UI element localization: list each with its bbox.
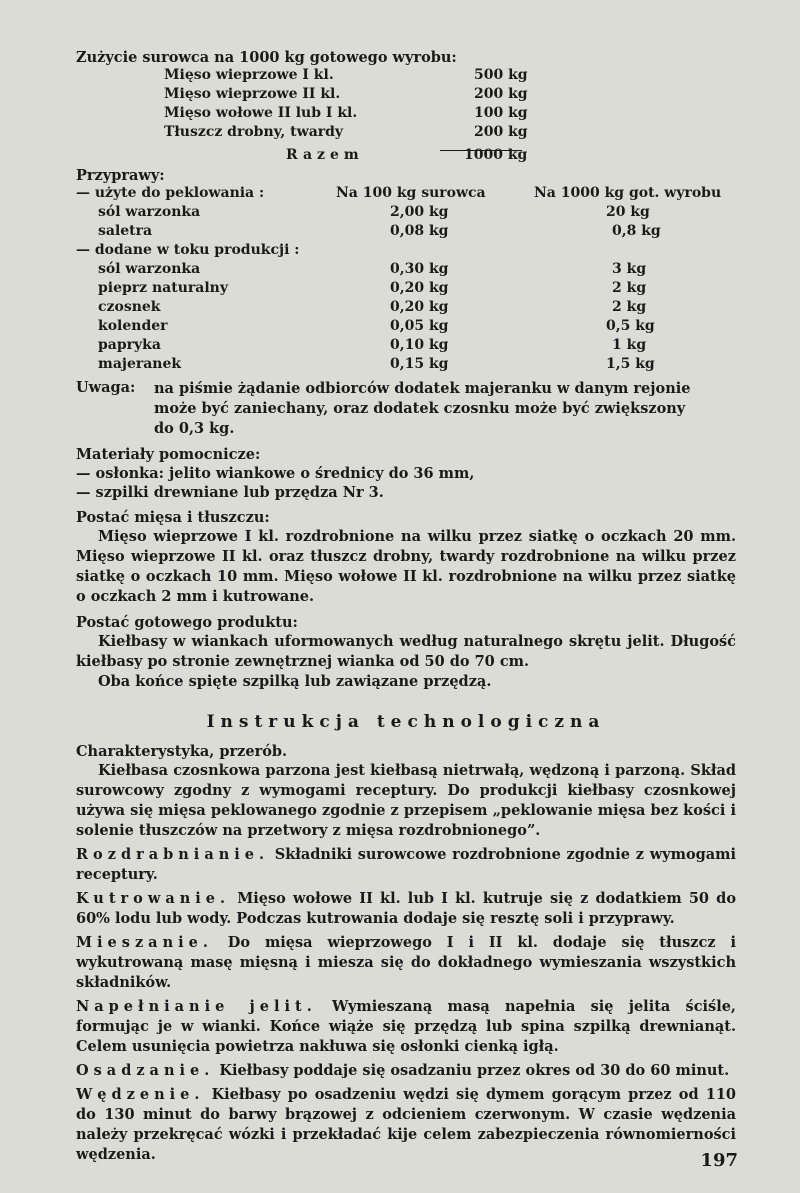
spice-row — [76, 261, 736, 280]
form-text: Mięso wieprzowe I kl. rozdrobnione na wilku przez siatkę o oczkach 20 mm. Mięso wieprzowe II kl. oraz tłuszcz drobny, twardy rozdrobnione na wilku przez siatkę o oczkach 10 mm. Mięso wołowe II kl. rozdrobnione na wilku przez siatkę o oczkach 2 mm i kutrowane. — [76, 528, 736, 605]
spice-per-1000: 20 kg — [606, 204, 650, 220]
form-heading: Postać mięsa i tłuszczu: — [76, 509, 270, 526]
note-label: Uwaga: — [76, 379, 136, 396]
usage-row — [76, 105, 736, 124]
product-section — [76, 613, 736, 692]
product-heading: Postać gotowego produktu: — [76, 614, 298, 631]
spice-name: saletra — [98, 223, 153, 239]
usage-item-qty: 200 kg — [474, 86, 528, 102]
spice-per-1000: 1,5 kg — [606, 356, 655, 372]
step-term: Rozdrabnianie. — [76, 846, 270, 863]
spice-per-100: 0,08 kg — [390, 223, 449, 239]
spice-per-100: 0,05 kg — [390, 318, 449, 334]
spice-row — [76, 280, 736, 299]
spice-per-100: 0,20 kg — [390, 280, 449, 296]
note-line-2: może być zaniechany, oraz dodatek czosnku może być zwiększony — [154, 400, 686, 417]
col-per-100: Na 100 kg surowca — [336, 185, 486, 201]
spice-per-1000: 3 kg — [612, 261, 647, 277]
char-heading: Charakterystyka, przerób. — [76, 743, 288, 760]
spices-header-row — [76, 185, 736, 204]
spice-per-1000: 0,5 kg — [606, 318, 655, 334]
step-term: Napełnianie jelit. — [76, 998, 317, 1015]
spice-per-1000: 2 kg — [612, 299, 647, 315]
spice-name: sól warzonka — [98, 261, 201, 277]
usage-row — [76, 124, 736, 143]
spice-name: czosnek — [98, 299, 161, 315]
spices-section — [76, 166, 736, 375]
step-paragraph — [76, 1085, 736, 1165]
note-line-3: do 0,3 kg. — [154, 420, 235, 437]
note-line-1: na piśmie żądanie odbiorców dodatek majeranku w danym rejonie — [154, 380, 691, 397]
spice-row — [76, 337, 736, 356]
curing-label: — użyte do peklowania : — [76, 185, 265, 201]
usage-item-name: Mięso wołowe II lub I kl. — [164, 105, 358, 121]
step-paragraph — [76, 845, 736, 885]
step-text: Składniki surowcowe rozdrobnione zgodnie z wymogami receptury. — [76, 846, 736, 883]
step-term: Mieszanie. — [76, 934, 213, 951]
spice-name: majeranek — [98, 356, 182, 372]
usage-item-name: Mięso wieprzowe II kl. — [164, 86, 341, 102]
instruction-section — [76, 742, 736, 1165]
page-number: 197 — [700, 1150, 738, 1171]
spice-per-1000: 0,8 kg — [612, 223, 661, 239]
usage-item-qty: 500 kg — [474, 67, 528, 83]
step-text: Wymieszaną masą napełnia się jelita ściśle, formując je w wianki. Końce wiąże się przędzą lub spina szpilką drewnianąt. Celem usunięcia powietrza nakłuwa się osłonki cienką igłą. — [76, 998, 736, 1055]
step-term: Kutrowanie. — [76, 890, 231, 907]
note-block — [76, 379, 736, 439]
step-text: Kiełbasy poddaje się osadzaniu przez okres od 30 do 60 minut. — [214, 1062, 730, 1079]
step-text: Do mięsa wieprzowego I i II kl. dodaje się tłuszcz i wykutrowaną masę mięsną i miesza się do dokładnego wymieszania wszystkich składników. — [76, 934, 736, 991]
usage-total-qty: 1000 kg — [464, 147, 528, 163]
product-text-1: Kiełbasy w wiankach uformowanych według naturalnego skrętu jelit. Długość kiełbasy po stronie zewnętrznej wianka od 50 do 70 cm. — [76, 633, 736, 670]
spice-row — [76, 204, 736, 223]
spice-row — [76, 318, 736, 337]
production-label-row — [76, 242, 736, 261]
step-paragraph — [76, 889, 736, 929]
col-per-1000: Na 1000 kg got. wyrobu — [534, 185, 722, 201]
step-paragraph — [76, 997, 736, 1057]
usage-total-row — [76, 147, 736, 166]
usage-row — [76, 86, 736, 105]
product-text-2: Oba końce spięte szpilką lub zawiązane przędzą. — [98, 673, 492, 690]
usage-item-name: Mięso wieprzowe I kl. — [164, 67, 334, 83]
spice-per-100: 0,30 kg — [390, 261, 449, 277]
aux-item: — osłonka: jelito wiankowe o średnicy do 36 mm, — [76, 465, 475, 482]
spice-name: sól warzonka — [98, 204, 201, 220]
spices-heading: Przyprawy: — [76, 167, 165, 184]
step-term: Wędzenie. — [76, 1086, 205, 1103]
usage-row — [76, 67, 736, 86]
usage-item-qty: 200 kg — [474, 124, 528, 140]
total-divider — [440, 150, 522, 151]
spice-row — [76, 356, 736, 375]
spice-per-1000: 1 kg — [612, 337, 647, 353]
spice-per-100: 0,15 kg — [390, 356, 449, 372]
step-paragraph — [76, 933, 736, 993]
spice-name: pieprz naturalny — [98, 280, 228, 296]
instruction-title: Instrukcja technologiczna — [206, 712, 606, 732]
spice-row — [76, 223, 736, 242]
spice-per-100: 0,10 kg — [390, 337, 449, 353]
usage-total-label: Razem — [286, 147, 364, 163]
production-label: — dodane w toku produkcji : — [76, 242, 300, 258]
step-text: Kiełbasy po osadzeniu wędzi się dymem gorącym przez od 110 do 130 minut do barwy brązowej z odcieniem czerwonym. W czasie wędzenia należy przekręcać wózki i przekładać kije celem zabezpieczenia równomierności wędzenia. — [76, 1086, 736, 1163]
spice-per-1000: 2 kg — [612, 280, 647, 296]
form-section — [76, 508, 736, 607]
step-term: Osadzanie. — [76, 1062, 215, 1079]
aux-heading: Materiały pomocnicze: — [76, 446, 261, 463]
spice-per-100: 0,20 kg — [390, 299, 449, 315]
spice-name: kolender — [98, 318, 168, 334]
spice-row — [76, 299, 736, 318]
usage-table — [76, 67, 736, 166]
step-paragraph — [76, 1061, 736, 1081]
aux-item: — szpilki drewniane lub przędza Nr 3. — [76, 484, 384, 501]
usage-heading: Zużycie surowca na 1000 kg gotowego wyrobu: — [76, 49, 457, 66]
step-text: Mięso wołowe II kl. lub I kl. kutruje się z dodatkiem 50 do 60% lodu lub wody. Podczas kutrowania dodaje się resztę soli i przyprawy. — [76, 890, 736, 927]
aux-section — [76, 445, 736, 502]
usage-item-name: Tłuszcz drobny, twardy — [164, 124, 344, 140]
usage-item-qty: 100 kg — [474, 105, 528, 121]
char-text: Kiełbasa czosnkowa parzona jest kiełbasą nietrwałą, wędzoną i parzoną. Skład surowcowy zgodny z wymogami receptury. Do produkcji kiełbasy czosnkowej używa się mięsa peklowanego zgodnie z przepisem „peklowanie mięsa bez kości i solenie tłuszczów na przetwory z mięsa rozdrobnionego”. — [76, 762, 736, 839]
spice-name: papryka — [98, 337, 161, 353]
spice-per-100: 2,00 kg — [390, 204, 449, 220]
